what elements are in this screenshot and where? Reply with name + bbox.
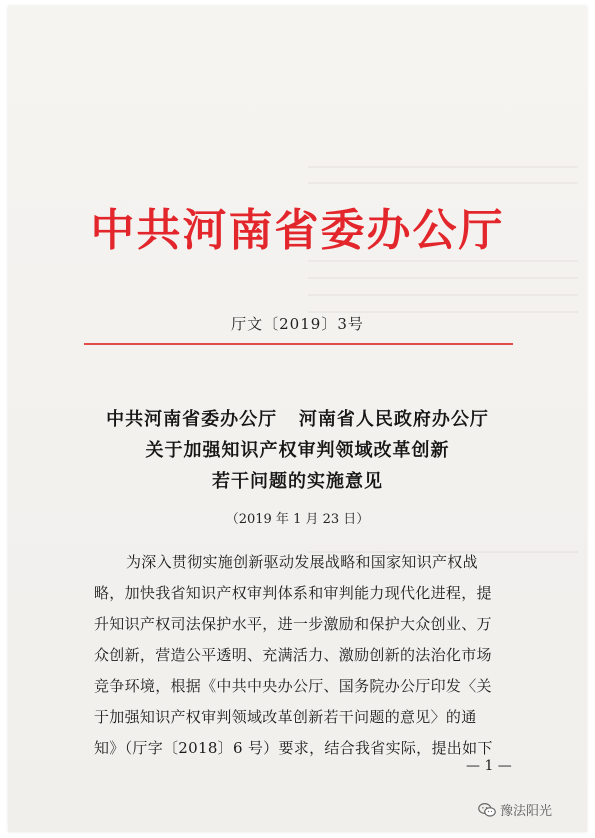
bleed-through-line	[308, 294, 578, 296]
body-line: 于加强知识产权审判领域改革创新若干问题的意见〉的通	[94, 708, 477, 726]
source-watermark	[478, 800, 552, 819]
bleed-through-line	[308, 260, 578, 262]
bleed-through-line	[308, 166, 578, 168]
body-line: 竞争环境，根据《中共中央办公厅、国务院办公厅印发〈关	[94, 677, 492, 695]
body-line: 众创新，营造公平透明、充满活力、激励创新的法治化市场	[94, 646, 492, 664]
document-date: （2019 年 1 月 23 日）	[225, 512, 370, 527]
title-line-2: 关于加强知识产权审判领域改革创新	[145, 440, 450, 461]
watermark-text: 豫法阳光	[500, 804, 553, 819]
document-number: 厅文〔2019〕3号	[231, 315, 364, 333]
document-page	[8, 6, 587, 832]
bleed-through-line	[308, 182, 578, 184]
body-line: 略，加快我省知识产权审判体系和审判能力现代化进程，提	[94, 584, 492, 602]
bleed-through-line	[308, 277, 578, 279]
issuer-header: 中共河南省委办公厅	[90, 205, 505, 256]
body-line: 升知识产权司法保护水平，进一步激励和保护大众创业、万	[94, 615, 492, 633]
title-line-3: 若干问题的实施意见	[212, 471, 383, 492]
page-number: — 1 —	[466, 758, 512, 774]
wechat-icon	[478, 802, 496, 818]
red-separator-line	[84, 343, 513, 345]
body-line: 知》（厅字〔2018〕6 号）要求，结合我省实际，提出如下	[94, 739, 493, 757]
body-line: 为深入贯彻实施创新驱动发展战略和国家知识产权战	[126, 553, 478, 571]
title-line-1: 中共河南省委办公厅 河南省人民政府办公厅	[106, 409, 489, 430]
